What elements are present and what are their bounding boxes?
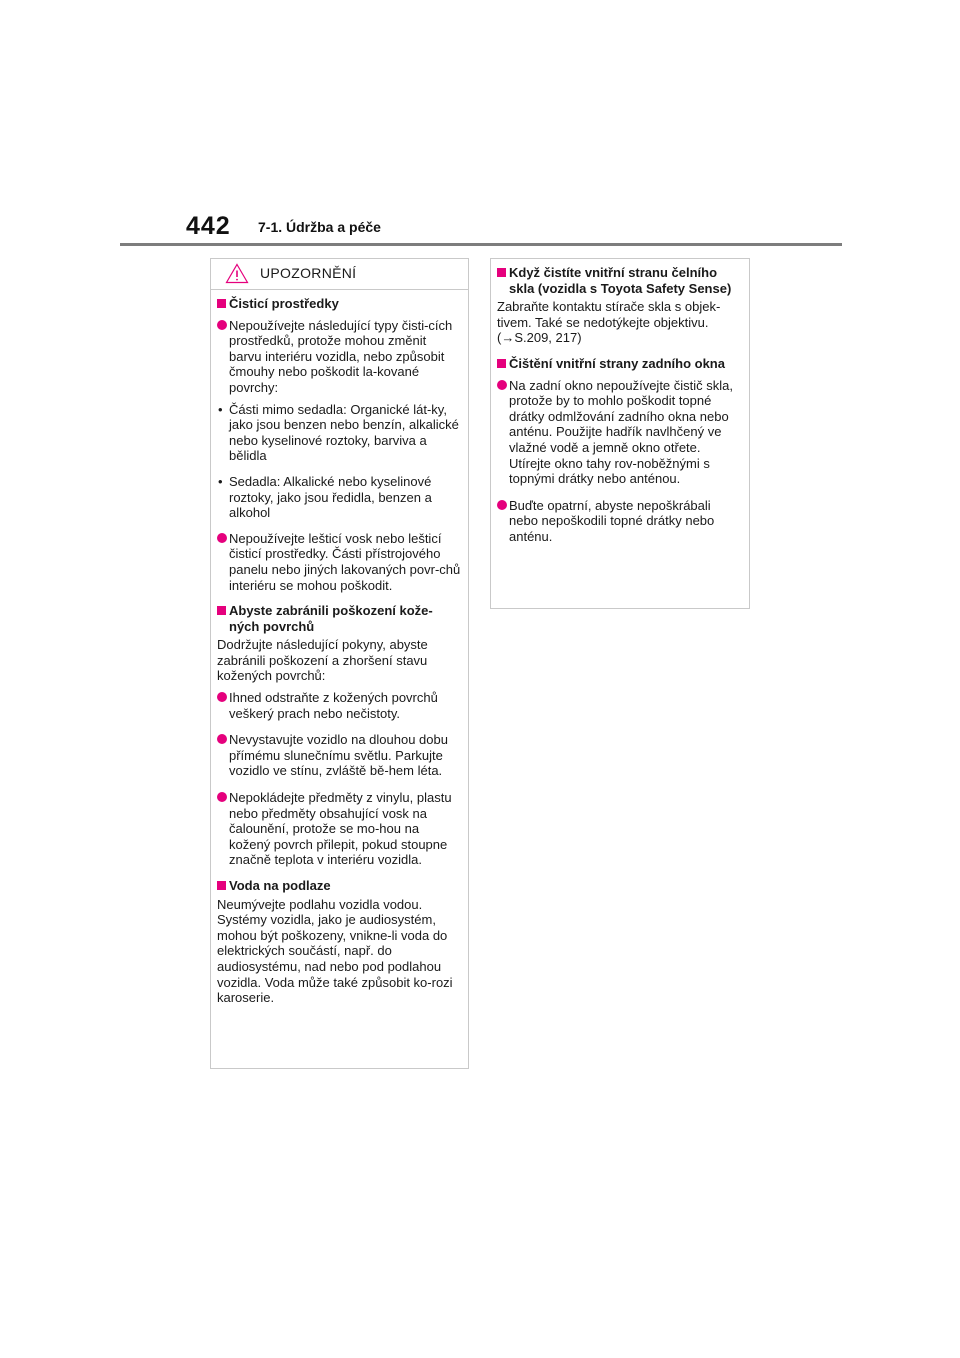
- list-item: Nevystavujte vozidlo na dlouhou dobu přímému slunečnímu světlu. Parkujte vozidlo ve stínu, zvláště bě-hem léta.: [217, 732, 462, 779]
- circle-bullet-icon: [497, 380, 507, 390]
- list-item: Nepokládejte předměty z vinylu, plastu nebo předměty obsahující vosk na čalounění, protože se mo-hou na kožený povrch přilepit, pokud stoupne značně teplota v interiéru vozidla.: [217, 790, 462, 868]
- paragraph: Zabraňte kontaktu stírače skla s objek-tivem. Také se nedotýkejte objektivu. (→S.209, 217): [497, 299, 721, 346]
- circle-bullet-icon: [217, 320, 227, 330]
- heading-windshield-inside: Když čistíte vnitřní stranu čelního skla (vozidla s Toyota Safety Sense): [497, 265, 743, 296]
- heading-leather-protection: Abyste zabránili poškození kože-ných povrchů: [217, 603, 462, 634]
- square-bullet-icon: [217, 606, 226, 615]
- warning-box-title: UPOZORNĚNÍ: [260, 265, 357, 281]
- sub-list-item: • Sedadla: Alkalické nebo kyselinové roztoky, jako jsou ředidla, benzen a alkohol: [218, 473, 432, 521]
- circle-bullet-icon: [217, 792, 227, 802]
- square-bullet-icon: [217, 299, 226, 308]
- heading-rear-window-inside: Čištění vnitřní strany zadního okna: [497, 356, 743, 372]
- paragraph: Neumývejte podlahu vozidla vodou. Systémy vozidla, jako je audiosystém, mohou být poškozeny, vnikne-li voda do elektrických součástí, např. do audiosystému, nad nebo pod podlahou vozidla. Voda může také způsobit ko-rozi karoserie.: [217, 896, 453, 1006]
- page-header: [0, 0, 960, 250]
- heading-cleaning-agents: Čisticí prostředky: [217, 296, 462, 312]
- circle-bullet-icon: [217, 734, 227, 744]
- warning-box-left: [210, 258, 469, 1069]
- page-number: 442: [186, 212, 231, 240]
- list-item: Buďte opatrní, abyste nepoškrábali nebo nepoškodili topné drátky nebo anténu.: [497, 498, 743, 545]
- list-item: Na zadní okno nepoužívejte čistič skla, protože by to mohlo poškodit topné drátky odmlžování zadního okna nebo anténu. Použijte hadřík navlhčený ve vlažné vodě a jemně okno otřete. Utírejte okno tahy rov-noběžnými s topnými drátky nebo anténou.: [497, 378, 743, 487]
- sub-list-item: • Části mimo sedadla: Organické lát-ky, jako jsou benzen nebo benzín, alkalické nebo kyselinové roztoky, barviva a bělidla: [218, 401, 459, 464]
- section-title: 7-1. Údržba a péče: [258, 219, 381, 235]
- warning-box-right: [490, 258, 750, 609]
- square-bullet-icon: [217, 881, 226, 890]
- square-bullet-icon: [497, 268, 506, 277]
- warning-box-header: [211, 259, 468, 290]
- header-divider: [120, 243, 842, 246]
- circle-bullet-icon: [217, 692, 227, 702]
- square-bullet-icon: [497, 359, 506, 368]
- warning-triangle-icon: [225, 263, 249, 284]
- circle-bullet-icon: [217, 533, 227, 543]
- dot-bullet-icon: •: [218, 401, 223, 417]
- list-item: Nepoužívejte lešticí vosk nebo lešticí čisticí prostředky. Části přístrojového panelu nebo jiných lakovaných povr-chů interiéru se mohou poškodit.: [217, 531, 462, 593]
- list-item: Nepoužívejte následující typy čisti-cích prostředků, protože mohou změnit barvu interiéru vozidla, nebo způsobit čmouhy nebo poškodit la-kované povrchy:: [217, 318, 462, 396]
- circle-bullet-icon: [497, 500, 507, 510]
- dot-bullet-icon: •: [218, 473, 223, 489]
- heading-water-on-floor: Voda na podlaze: [217, 878, 462, 894]
- list-item: Ihned odstraňte z kožených povrchů veškerý prach nebo nečistoty.: [217, 690, 462, 721]
- paragraph: Dodržujte následující pokyny, abyste zabránili poškození a zhoršení stavu kožených povrchů:: [217, 637, 428, 684]
